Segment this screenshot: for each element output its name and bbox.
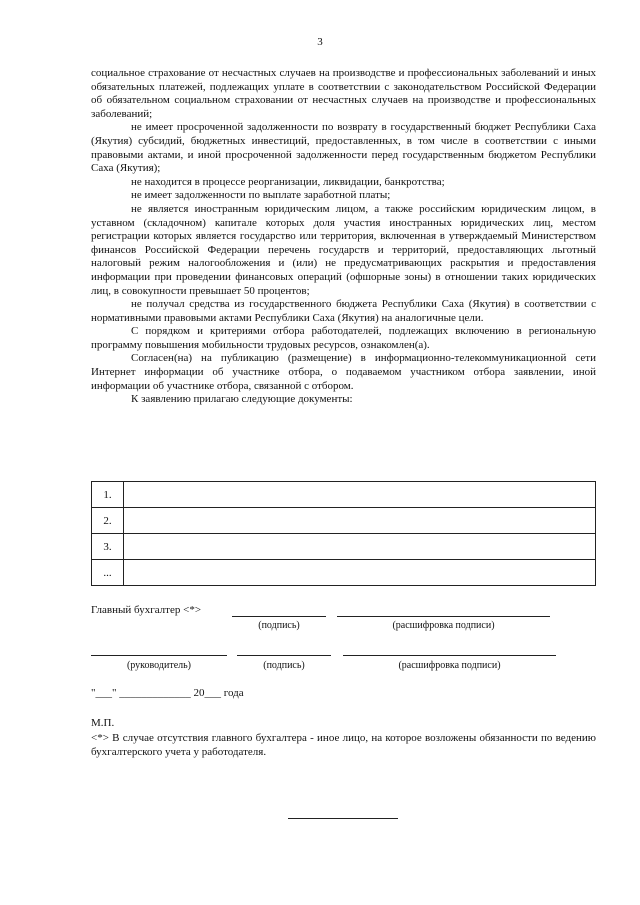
paragraph-insurance-debt: социальное страхование от несчастных случаев на производстве и профессиональных заболеваний и иных обязательных платежей, подлежащих уплате в соответствии с законодательством Российской Федерации об обязательном социальном страховании от несчастных случаев на производстве и профессиональных заболеваний; [91,67,596,120]
paragraph-attached-documents: К заявлению прилагаю следующие документы: [131,393,353,406]
document-field[interactable] [124,482,596,508]
paragraph-no-reorganization: не находится в процессе реорганизации, ликвидации, банкротства; [131,175,445,188]
paragraph-no-salary-debt: не имеет задолженности по выплате заработной платы; [131,189,391,202]
decoding-caption-2: (расшифровка подписи) [398,660,501,671]
table-row [92,508,596,534]
head-decoding-line[interactable] [343,655,556,656]
paragraph-consent-publication: Согласен(на) на публикацию (размещение) в информационно-телекоммуникационной сети Интернет информации об участнике отбора, о подаваемом участником отбора заявлении, иной информации об участнике отбора, связанной с отбором. [91,352,596,392]
chief-accountant-label: Главный бухгалтер <*> [91,604,202,616]
table-row [92,482,596,508]
row-number: ... [92,560,124,586]
bottom-separator-line [288,818,398,819]
date-line[interactable]: "___" _____________ 20___ года [91,687,244,699]
chief-accountant-decoding-line[interactable] [337,616,550,617]
application-body [91,67,596,407]
row-number: 2. [92,508,124,534]
paragraph-no-overdue-debt: не имеет просроченной задолженности по возврату в государственный бюджет Республики Саха (Якутия) субсидий, бюджетных инвестиций, предоставленных, в том числе в соответствии с иными правовыми актами, и иной просроченной задолженности перед государственным бюджетом Республики Саха (Якутия); [91,121,596,175]
table-row [92,534,596,560]
paragraph-no-budget-funds: не получал средства из государственного бюджета Республики Саха (Якутия) в соответствии с нормативными правовыми актами Республики Саха (Якутия) на аналогичные цели. [91,298,596,324]
head-caption: (руководитель) [126,660,192,671]
signature-caption: (подпись) [258,620,300,631]
table-row [92,560,596,586]
signature-caption-2: (подпись) [263,660,305,671]
row-number: 1. [92,482,124,508]
chief-accountant-signature-line[interactable] [232,616,326,617]
document-field[interactable] [124,560,596,586]
decoding-caption: (расшифровка подписи) [392,620,495,631]
row-number: 3. [92,534,124,560]
stamp-label: М.П. [91,717,115,729]
footnote-text: <*> В случае отсутствия главного бухгалтера - иное лицо, на которое возложены обязанности по ведению бухгалтерского учета у работодателя. [91,732,596,758]
head-name-line[interactable] [91,655,227,656]
head-signature-line[interactable] [237,655,331,656]
document-field[interactable] [124,534,596,560]
document-field[interactable] [124,508,596,534]
page-number: 3 [317,36,323,48]
paragraph-familiarized: С порядком и критериями отбора работодателей, подлежащих включению в региональную программу повышения мобильности трудовых ресурсов, ознакомлен(а). [91,325,596,351]
paragraph-not-foreign-entity: не является иностранным юридическим лицом, а также российским юридическим лицом, в уставном (складочном) капитале которых доля участия иностранных юридических лиц, местом регистрации которых является государство или территория, включенная в утверждаемый Министерством финансов Российской Федерации перечень государств и территорий, предоставляющих льготный налоговый режим налогообложения и (или) не предусматривающих раскрытия и предоставления информации при проведении финансовых операций (офшорные зоны) в отношении таких юридических лиц, в совокупности превышает 50 процентов; [91,202,596,297]
footnote [91,731,596,759]
documents-table [91,481,596,586]
